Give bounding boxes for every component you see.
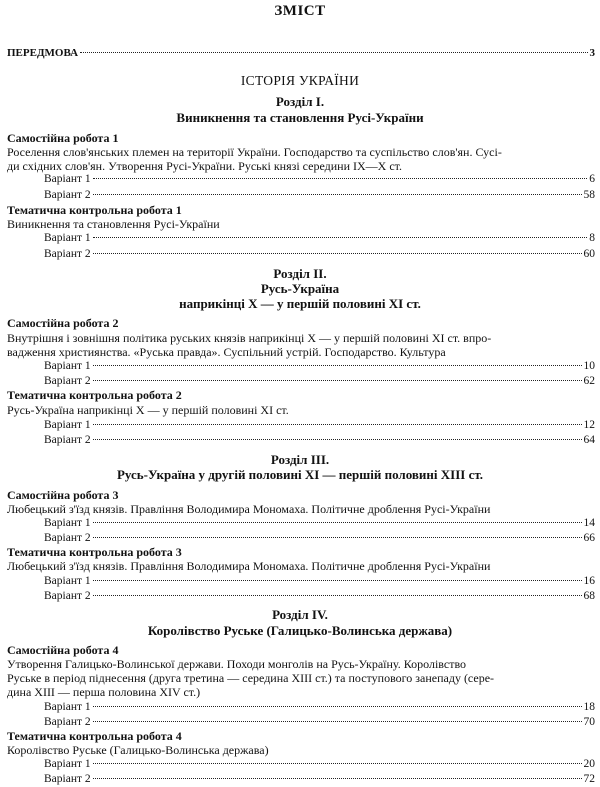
page-number: 60 [583,248,595,260]
leader-dots [93,778,582,779]
block-title: Тематична контрольна робота 4 [7,729,182,743]
block-description: Любецький з'їзд князів. Правління Володимира Мономаха. Політичне дроблення Русі-України [7,502,491,516]
toc-entry[interactable] [44,360,595,372]
entry-label: Варіант 2 [44,590,91,602]
entry-label: Варіант 1 [44,419,91,431]
section-subtitle: Русь-Україна [260,281,340,296]
toc-entry[interactable] [44,419,595,431]
page-number: 8 [589,232,595,244]
page-number: 20 [583,758,595,770]
leader-dots [93,706,582,707]
block-description: Руське в період піднесення (друга третина — середина XIII ст.) та поступового занепаду (сере- [7,671,495,685]
toc-entry[interactable] [44,517,595,529]
entry-label: Варіант 1 [44,517,91,529]
block-title: Самостійна робота 2 [7,316,119,330]
leader-dots [93,763,582,764]
section-heading: Розділ ІІ. [273,266,327,281]
entry-label: Варіант 2 [44,434,91,446]
entry-label: Варіант 1 [44,232,91,244]
block-title: Тематична контрольна робота 3 [7,545,182,559]
page-number: 62 [583,375,595,387]
leader-dots [93,595,582,596]
toc-entry[interactable] [44,189,595,201]
toc-entry[interactable] [44,232,595,244]
toc-entry[interactable] [44,434,595,446]
page-number: 14 [583,517,595,529]
leader-dots [80,52,587,53]
leader-dots [93,365,582,366]
entry-label: Варіант 1 [44,758,91,770]
section-subtitle: Королівство Руське (Галицько-Волинська держава) [147,623,453,638]
section-heading: Розділ IV. [272,607,328,622]
toc-entry[interactable] [44,716,595,728]
leader-dots [93,194,582,195]
page-number: 58 [583,189,595,201]
page-number: 3 [589,47,595,59]
part-title: ІСТОРІЯ УКРАЇНИ [240,73,360,88]
block-description: Виникнення та становлення Русі-України [7,217,220,231]
page-number: 6 [589,173,595,185]
page-number: 12 [583,419,595,431]
page-number: 64 [583,434,595,446]
entry-label: Варіант 1 [44,360,91,372]
leader-dots [93,178,588,179]
toc-entry[interactable] [44,375,595,387]
toc-entry[interactable] [44,590,595,602]
entry-label: Варіант 2 [44,716,91,728]
entry-label: Варіант 2 [44,773,91,785]
toc-entry[interactable] [44,701,595,713]
entry-label: Варіант 2 [44,532,91,544]
block-description: Внутрішня і зовнішня політика руських князів наприкінці X — у першій половині XI ст. впро- [7,331,492,345]
page-number: 72 [583,773,595,785]
block-description: вадження християнства. «Руська правда». Суспільний устрій. Господарство. Культура [7,345,446,359]
entry-label: ПЕРЕДМОВА [7,47,79,59]
page-title: ЗМІСТ [274,3,326,19]
page-number: 16 [583,575,595,587]
entry-label: Варіант 1 [44,173,91,185]
entry-label: Варіант 1 [44,701,91,713]
section-heading: Розділ ІІІ. [270,452,330,467]
block-description: Русь-Україна наприкінці X — у першій половині XI ст. [7,403,289,417]
leader-dots [93,439,582,440]
entry-label: Варіант 2 [44,375,91,387]
leader-dots [93,424,582,425]
block-description: Утворення Галицько-Волинської держави. Походи монголів на Русь-Україну. Королівство [7,657,467,671]
page-number: 70 [583,716,595,728]
entry-label: Варіант 2 [44,189,91,201]
leader-dots [93,522,582,523]
block-description: дина XIII — перша половина XIV ст.) [7,685,201,699]
leader-dots [93,537,582,538]
toc-entry[interactable] [44,575,595,587]
toc-entry[interactable] [44,773,595,785]
block-description: Роселення слов'янських племен на території України. Господарство та суспільство слов'ян. Сусі- [7,145,502,159]
block-title: Самостійна робота 1 [7,131,119,145]
page-number: 68 [583,590,595,602]
toc-entry-preface[interactable] [7,47,595,59]
page-number: 66 [583,532,595,544]
block-title: Самостійна робота 4 [7,643,119,657]
leader-dots [93,380,582,381]
block-title: Тематична контрольна робота 1 [7,203,182,217]
entry-label: Варіант 2 [44,248,91,260]
toc-entry[interactable] [44,532,595,544]
section-subtitle: наприкінці X — у першій половині XI ст. [179,296,421,311]
section-subtitle: Русь-Україна у другій половині XI — першій половині XIII ст. [116,467,483,482]
toc-entry[interactable] [44,173,595,185]
page-number: 18 [583,701,595,713]
toc-entry[interactable] [44,248,595,260]
leader-dots [93,721,582,722]
page-number: 10 [583,360,595,372]
block-description: Королівство Руське (Галицько-Волинська держава) [7,743,269,757]
block-description: Любецький з'їзд князів. Правління Володимира Мономаха. Політичне дроблення Русі-України [7,559,491,573]
section-subtitle: Виникнення та становлення Русі-України [176,110,424,125]
leader-dots [93,237,588,238]
section-heading: Розділ І. [275,94,325,109]
block-description: ди східних слов'ян. Утворення Русі-України. Руські князі середини IX—X ст. [7,159,402,173]
leader-dots [93,253,582,254]
toc-entry[interactable] [44,758,595,770]
entry-label: Варіант 1 [44,575,91,587]
leader-dots [93,580,582,581]
block-title: Тематична контрольна робота 2 [7,388,182,402]
block-title: Самостійна робота 3 [7,488,119,502]
